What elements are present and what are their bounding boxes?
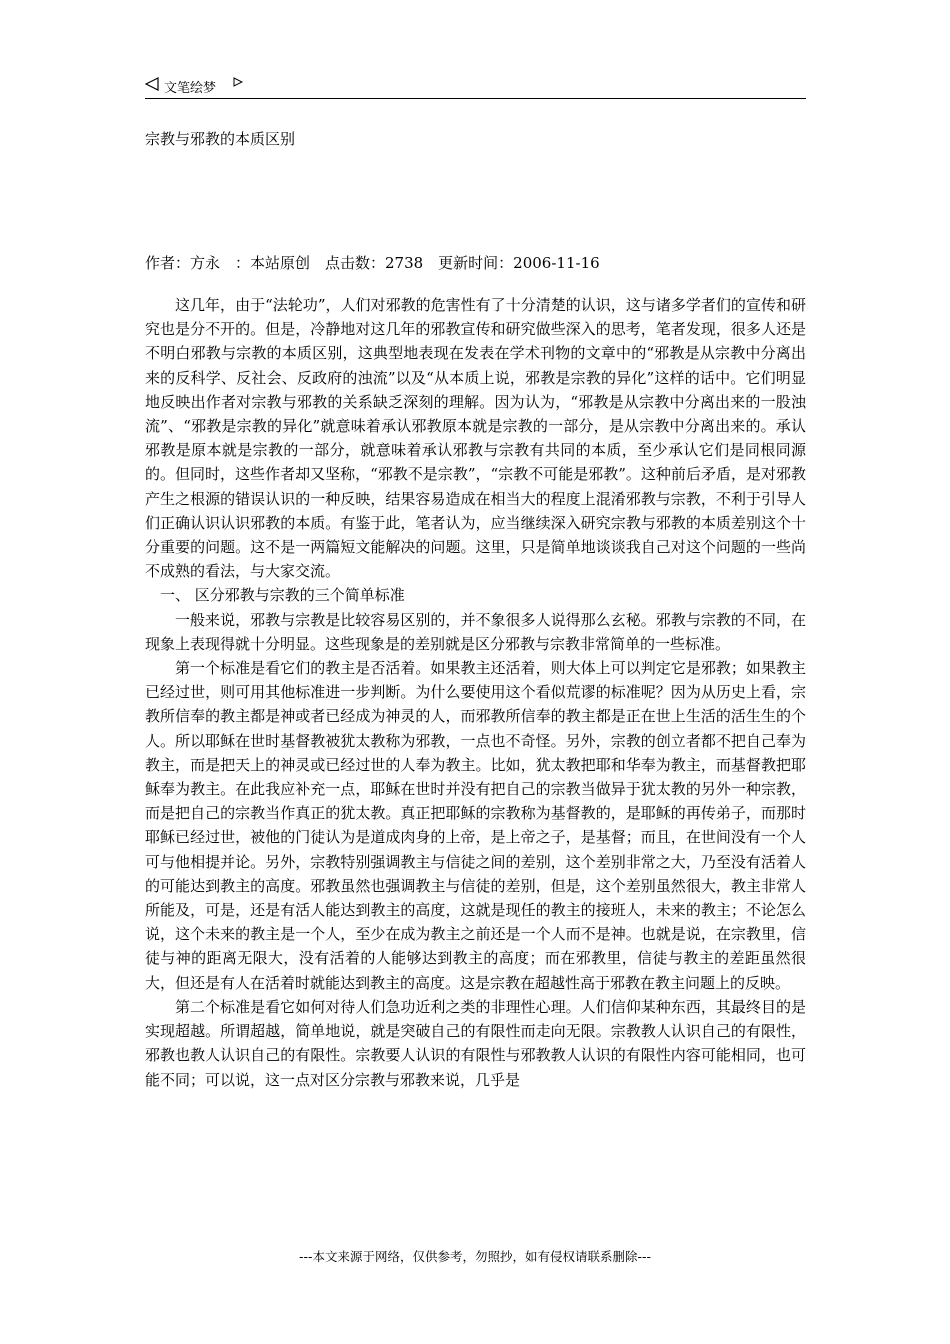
page-footer-disclaimer: ---本文来源于网络，仅供参考，勿照抄，如有侵权请联系删除--- [298,1249,652,1264]
document-title: 宗教与邪教的本质区别 [145,130,296,148]
page-header [145,74,806,99]
section-heading: 一、 区分邪教与宗教的三个简单标准 [160,586,405,605]
paragraph-intro: 这几年，由于“法轮功”，人们对邪教的危害性有了十分清楚的认识，这与诸多学者们的宣传和研究也是分不开的。但是，冷静地对这几年的邪教宣传和研究做些深入的思考，笔者发现，很多人还是不明白邪教与宗教的本质区别，这典型地表现在发表在学术刊物的文章中的“邪教是从宗教中分离出来的反科学、反社会、反政府的浊流”以及“从本质上说，邪教是宗教的异化”这样的话中。它们明显地反映出作者对宗教与邪教的关系缺乏深刻的理解。因为认为，“邪教是从宗教中分离出来的一股浊流”、“邪教是宗教的异化”就意味着承认邪教原本就是宗教的一部分，是从宗教中分离出来的。承认邪教是原本就是宗教的一部分，就意味着承认邪教与宗教有共同的本质，至少承认它们是同根同源的。但同时，这些作者却又坚称，“邪教不是宗教”，“宗教不可能是邪教”。这种前后矛盾，是对邪教产生之根源的错误认识的一种反映，结果容易造成在相当大的程度上混淆邪教与宗教，不利于引导人们正确认识认识邪教的本质。有鉴于此，笔者认为，应当继续深入研究宗教与邪教的本质差别这个十分重要的问题。这不是一两篇短文能解决的问题。这里，只是简单地谈谈我自己对这个问题的一些尚不成熟的看法，与大家交流。 [145,296,806,581]
triangle-right-icon [233,76,243,91]
article-body [145,293,806,1092]
article-meta: 作者：方永 ：本站原创 点击数：2738 更新时间：2006-11-16 [145,254,600,272]
paragraph-second-standard: 第二个标准是看它如何对待人们急功近利之类的非理性心理。人们信仰某种东西，其最终目的是实现超越。所谓超越，简单地说，就是突破自己的有限性而走向无限。宗教教人认识自己的有限性，邪教也教人认识自己的有限性。宗教要人认识的有限性与邪教教人认识的有限性内容可能相同，也可能不同；可以说，这一点对区分宗教与邪教来说，几乎是 [145,997,806,1089]
triangle-left-icon [145,77,159,95]
paragraph-general: 一般来说，邪教与宗教是比较容易区别的，并不象很多人说得那么玄秘。邪教与宗教的不同，在现象上表现得就十分明显。这些现象是的差别就是区分邪教与宗教非常简单的一些标准。 [145,610,806,653]
brand-name: 文笔绘梦 [164,81,217,96]
paragraph-first-standard: 第一个标准是看它们的教主是否活着。如果教主还活着，则大体上可以判定它是邪教；如果教主已经过世，则可用其他标准进一步判断。为什么要使用这个看似荒谬的标准呢？因为从历史上看，宗教所信奉的教主都是神或者已经成为神灵的人，而邪教所信奉的教主都是正在世上生活的活生生的个人。所以耶稣在世时基督教被犹太教称为邪教，一点也不奇怪。另外，宗教的创立者都不把自己奉为教主，而是把天上的神灵或已经过世的人奉为教主。比如，犹太教把耶和华奉为教主，而基督教把耶稣奉为教主。在此我应补充一点，耶稣在世时并没有把自己的宗教当做异于犹太教的另外一种宗教，而是把自己的宗教当作真正的犹太教。真正把耶稣的宗教称为基督教的，是耶稣的再传弟子，而那时耶稣已经过世，被他的门徒认为是道成肉身的上帝，是上帝之子，是基督；而且，在世间没有一个人可与他相提并论。另外，宗教特别强调教主与信徒之间的差别，这个差别非常之大，乃至没有活着人的可能达到教主的高度。邪教虽然也强调教主与信徒的差别，但是，这个差别虽然很大，教主非常人所能及，可是，还是有活人能达到教主的高度，这就是现任的教主的接班人，未来的教主；不论怎么说，这个未来的教主是一个人，至少在成为教主之前还是一个人而不是神。也就是说，在宗教里，信徒与神的距离无限大，没有活着的人能够达到教主的高度；而在邪教里，信徒与教主的差距虽然很大，但还是有人在活着时就能达到教主的高度。这是宗教在超越性高于邪教在教主问题上的反映。 [145,659,806,992]
